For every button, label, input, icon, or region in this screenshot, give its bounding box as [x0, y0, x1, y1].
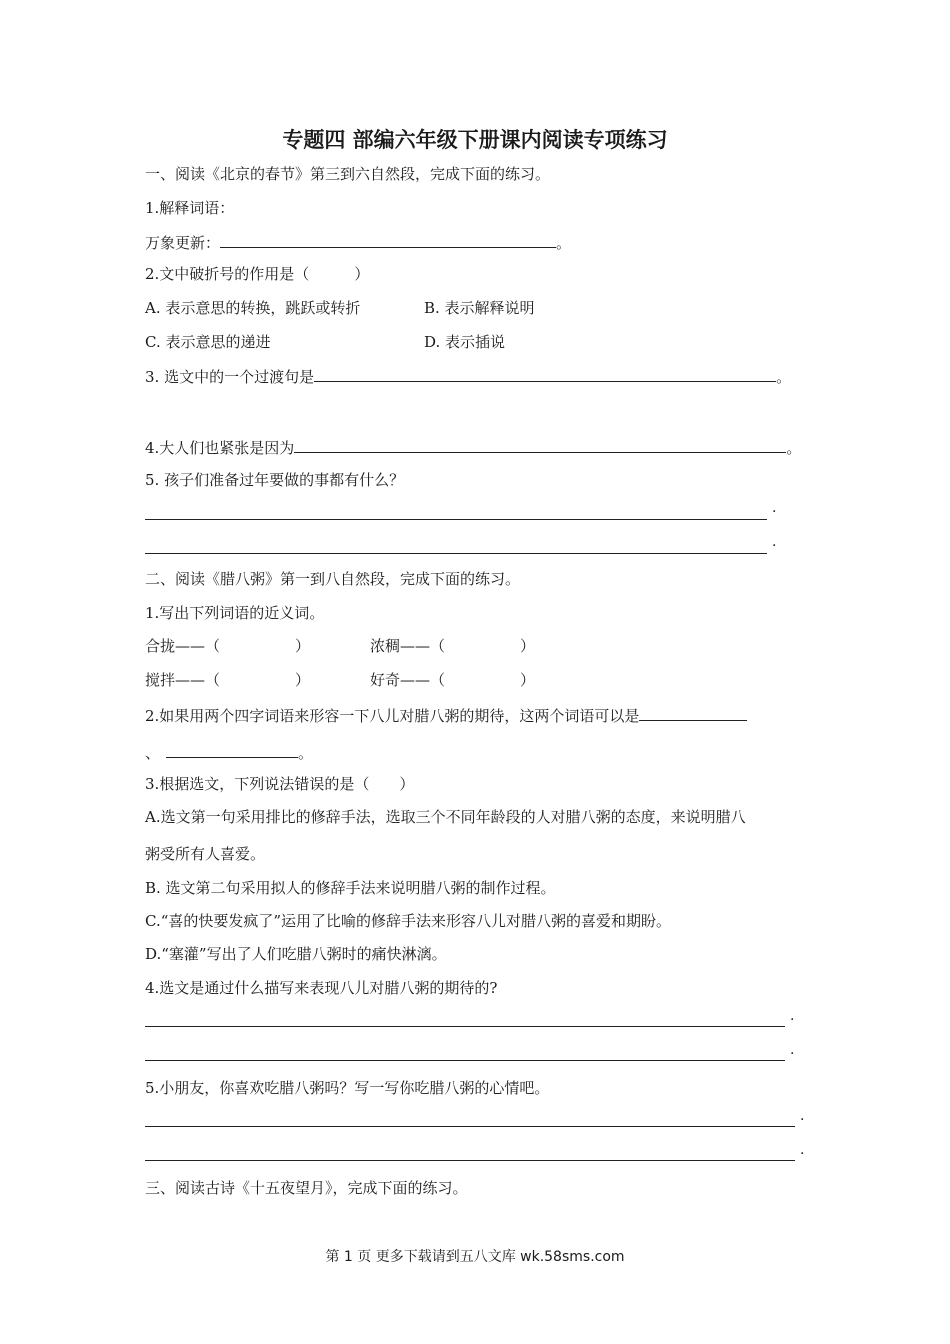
s1-q2-options-row1 [145, 297, 360, 319]
answer-line[interactable] [145, 1060, 785, 1061]
line-end-mark: . [790, 1042, 795, 1058]
answer-line[interactable] [145, 519, 767, 520]
answer-blank[interactable] [166, 741, 298, 758]
s2-question-1: 1.写出下列词语的近义词。 [145, 604, 325, 622]
option-d: D.“塞灌”写出了人们吃腊八粥时的痛快淋漓。 [145, 945, 447, 963]
line-end-mark: . [772, 500, 777, 516]
q4-label: 4.大人们也紧张是因为 [145, 439, 295, 457]
q2-label: 2.如果用两个四字词语来形容一下八儿对腊八粥的期待，这两个词语可以是 [145, 707, 640, 725]
s1-question-2: 2.文中破折号的作用是（ ） [145, 265, 370, 283]
s1-question-4 [145, 436, 801, 459]
answer-blank[interactable] [220, 231, 556, 248]
separator: 、 [145, 744, 161, 762]
option-b: B. 选文第二句采用拟人的修辞手法来说明腊八粥的制作过程。 [145, 879, 556, 897]
option-a-continued: 粥受所有人喜爱。 [145, 845, 266, 863]
s2-question-4: 4.选文是通过什么描写来表现八儿对腊八粥的期待的? [145, 979, 498, 997]
answer-blank[interactable] [314, 365, 776, 382]
s1-question-1: 1.解释词语： [145, 199, 235, 217]
s1-question-5: 5. 孩子们准备过年要做的事都有什么？ [145, 471, 405, 489]
line-end-mark: . [800, 1108, 805, 1124]
answer-blank[interactable] [294, 436, 786, 453]
answer-line[interactable] [145, 1160, 795, 1161]
s1-q1-word [145, 231, 571, 254]
option-a: A.选文第一句采用排比的修辞手法，选取三个不同年龄段的人对腊八粥的态度，来说明腊八 [145, 808, 746, 826]
end-mark: 。 [776, 368, 792, 386]
page-footer: 第 1 页 更多下载请到五八文库 wk.58sms.com [325, 1249, 625, 1265]
option-c: C. 表示意思的递进 [145, 333, 271, 351]
end-mark: 。 [786, 439, 802, 457]
section-1-heading: 一、阅读《北京的春节》第三到六自然段，完成下面的练习。 [145, 165, 551, 183]
line-end-mark: . [800, 1142, 805, 1158]
page-title: 专题四 部编六年级下册课内阅读专项练习 [282, 128, 668, 152]
answer-blank[interactable] [639, 704, 747, 721]
answer-line[interactable] [145, 1126, 795, 1127]
answer-line[interactable] [145, 553, 767, 554]
section-3-heading: 三、阅读古诗《十五夜望月》，完成下面的练习。 [145, 1179, 468, 1197]
synonym-item: 搅拌——（ ） [145, 671, 311, 689]
end-mark: 。 [556, 234, 572, 252]
section-2-heading: 二、阅读《腊八粥》第一到八自然段，完成下面的练习。 [145, 570, 521, 588]
option-a: A. 表示意思的转换，跳跃或转折 [145, 299, 361, 317]
option-c: C.“喜的快要发疯了”运用了比喻的修辞手法来形容八儿对腊八粥的喜爱和期盼。 [145, 912, 672, 930]
end-mark: 。 [298, 744, 314, 762]
option-b: B. 表示解释说明 [424, 299, 535, 317]
line-end-mark: . [772, 534, 777, 550]
s2-question-5: 5.小朋友，你喜欢吃腊八粥吗？写一写你吃腊八粥的心情吧。 [145, 1079, 550, 1097]
s2-question-3: 3.根据选文，下列说法错误的是（ ） [145, 775, 415, 793]
answer-line[interactable] [145, 1026, 785, 1027]
word-label: 万象更新： [145, 234, 221, 252]
s2-q2-continued [145, 741, 313, 764]
s1-question-3 [145, 365, 791, 388]
s2-question-2 [145, 704, 747, 727]
synonym-item: 合拢——（ ） [145, 637, 311, 655]
line-end-mark: . [790, 1008, 795, 1024]
synonym-item: 好奇——（ ） [370, 671, 536, 689]
q3-label: 3. 选文中的一个过渡句是 [145, 368, 315, 386]
synonym-item: 浓稠——（ ） [370, 637, 536, 655]
option-d: D. 表示插说 [424, 333, 506, 351]
